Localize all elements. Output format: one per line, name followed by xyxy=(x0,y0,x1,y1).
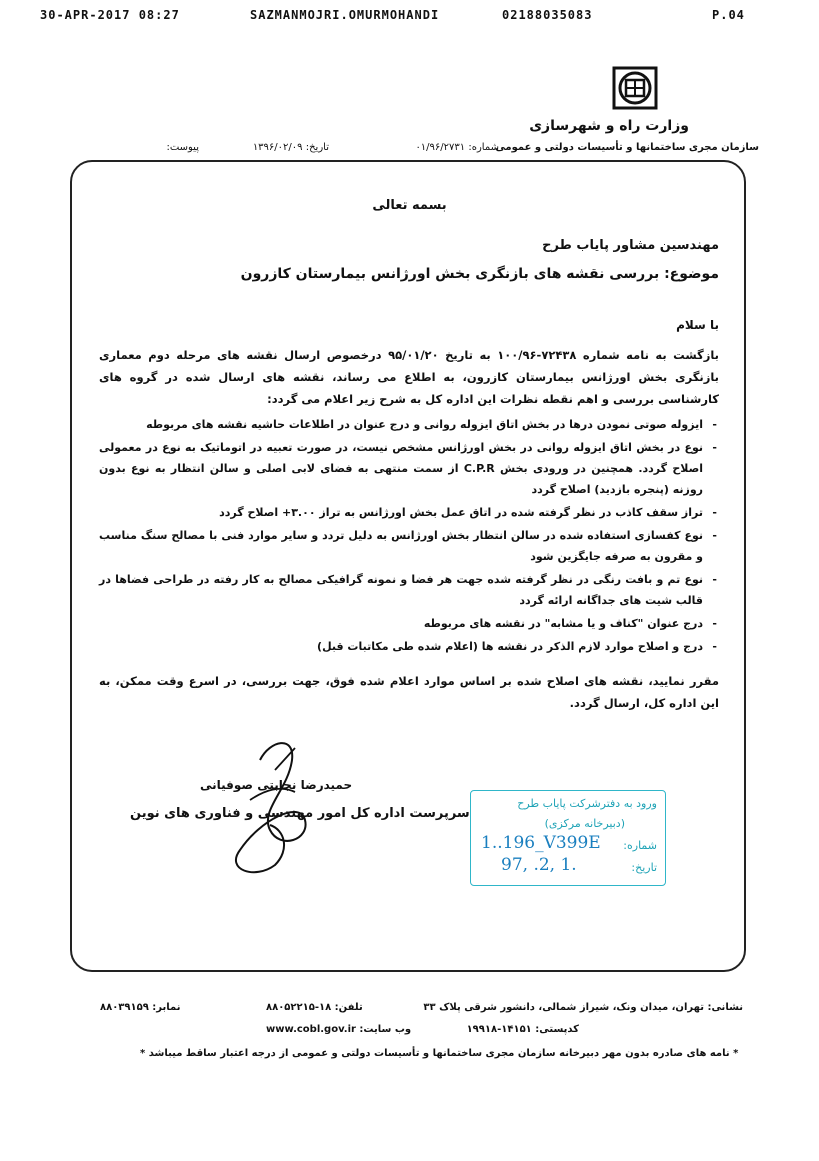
stamp-title: ورود به دفترشرکت پایاب طرح xyxy=(517,797,657,810)
footer-phone: تلفن: ۱۸-۸۸۰۵۲۲۱۵ xyxy=(266,1002,363,1013)
organization-name: سازمان مجری ساختمانها و تأسیسات دولتی و عمومی xyxy=(495,142,759,153)
handwritten-signature-icon xyxy=(200,730,340,890)
list-item: - نوع کفسازی استفاده شده در سالن انتظار بخش اورژانس به دلیل تردد و سایر موارد فنی با مصالح سنگ مناسب و مقرون به صرفه جایگزین شود xyxy=(99,525,719,567)
stamp-date-label: تاریخ: xyxy=(631,861,657,874)
footer-address: نشانی: تهران، میدان ونک، شیراز شمالی، دانشور شرقی پلاک ۳۳ xyxy=(423,1002,743,1013)
recipient: مهندسین مشاور پایاب طرح xyxy=(542,238,719,253)
date-value: ۱۳۹۶/۰۲/۰۹ xyxy=(252,142,303,153)
letter-date xyxy=(253,142,329,153)
fax-phone: 02188035083 xyxy=(502,8,593,22)
footer-website: وب سایت: www.cobl.gov.ir xyxy=(266,1024,412,1035)
fax-sender: SAZMANMOJRI.OMURMOHANDI xyxy=(250,8,440,22)
number-value: ۰۱/۹۶/۲۷۳۱ xyxy=(415,142,466,153)
attachment-label: پیوست: xyxy=(166,142,199,153)
list-item: - نوع در بخش اتاق ایزوله روانی در بخش اورژانس مشخص نیست، در صورت تعبیه در اتوماتیک به نوع در معمولی اصلاح گردد. همچنین در ورودی بخش C.P.R از سمت منتهی به فضای لابی اصلی و سالن انتظار به نوع بدون روزنه (پنجره بازدید) اصلاح گردد xyxy=(99,437,719,500)
letter-body: بازگشت به نامه شماره ۷۲۴۳۸-۱۰۰/۹۶ به تاریخ ۹۵/۰۱/۲۰ درخصوص ارسال نقشه های مرحله دوم معماری بازنگری بخش اورژانس بیمارستان کازرون، به اطلاع می رساند، نقشه های ارسال شده در گروه های کارشناسی بررسی و اهم نقطه نظرات این اداره کل به شرح زیر اعلام می گردد: xyxy=(99,348,719,406)
footer-fax: نمابر: ۸۸۰۳۹۱۵۹ xyxy=(100,1002,181,1013)
closing-paragraph: مقرر نمایید، نقشه های اصلاح شده بر اساس موارد اعلام شده فوق، جهت بررسی، در اسرع وقت ممکن، به این اداره کل، ارسال گردد. xyxy=(99,674,719,710)
signatory-name: حمیدرضا نجابتی صوفیانی xyxy=(200,778,353,792)
ministry-name: وزارت راه و شهرسازی xyxy=(529,118,689,134)
fax-datetime: 30-APR-2017 08:27 xyxy=(40,8,180,22)
greeting: با سلام xyxy=(676,318,719,332)
list-item: - تراز سقف کاذب در نظر گرفته شده در اتاق عمل بخش اورژانس به تراز ۳.۰۰+ اصلاح گردد xyxy=(99,502,719,523)
stamp-date-value: 97, .2, 1. xyxy=(501,855,577,875)
basmala: بسمه تعالی xyxy=(372,198,447,213)
remarks-list xyxy=(99,414,719,659)
stamp-number-label: شماره: xyxy=(623,839,657,852)
letter-attachment xyxy=(166,142,199,153)
letter-number xyxy=(415,142,499,153)
date-label: تاریخ: xyxy=(305,142,329,153)
list-item: - نوع تم و بافت رنگی در نظر گرفته شده جهت هر فضا و نمونه گرافیکی مصالح به کار رفته در طراحی فضاها در قالب شیت های جداگانه ارائه گردد xyxy=(99,569,719,611)
number-label: شماره: xyxy=(468,142,499,153)
subject: موضوع: بررسی نقشه های بازنگری بخش اورژانس بیمارستان کازرون xyxy=(240,266,719,282)
fax-header xyxy=(0,6,819,24)
footer-postal-code: کدپستی: ۱۴۱۵۱-۱۹۹۱۸ xyxy=(466,1024,579,1035)
list-item: - درج عنوان "کناف و یا مشابه" در نقشه های مربوطه xyxy=(99,613,719,634)
ministry-logo-icon xyxy=(612,66,658,110)
list-item: - درج و اصلاح موارد لازم الذکر در نقشه ها (اعلام شده طی مکاتبات قبل) xyxy=(99,636,719,657)
stamp-subtitle: (دبیرخانه مرکزی) xyxy=(544,817,625,830)
fax-page: P.04 xyxy=(712,8,745,22)
received-stamp xyxy=(470,790,666,886)
footer-notice: * نامه های صادره بدون مهر دبیرخانه سازمان مجری ساختمانها و تأسیسات دولتی و عمومی از درجه اعتبار ساقط میباشد * xyxy=(140,1048,739,1059)
stamp-number-value: 1..196_V399E xyxy=(481,833,601,853)
signatory-title: سرپرست اداره کل امور مهندسی و فناوری های نوین xyxy=(130,806,470,821)
list-item: - ایزوله صوتی نمودن درها در بخش اتاق ایزوله روانی و درج عنوان در اطلاعات حاشیه نقشه های مربوطه xyxy=(99,414,719,435)
